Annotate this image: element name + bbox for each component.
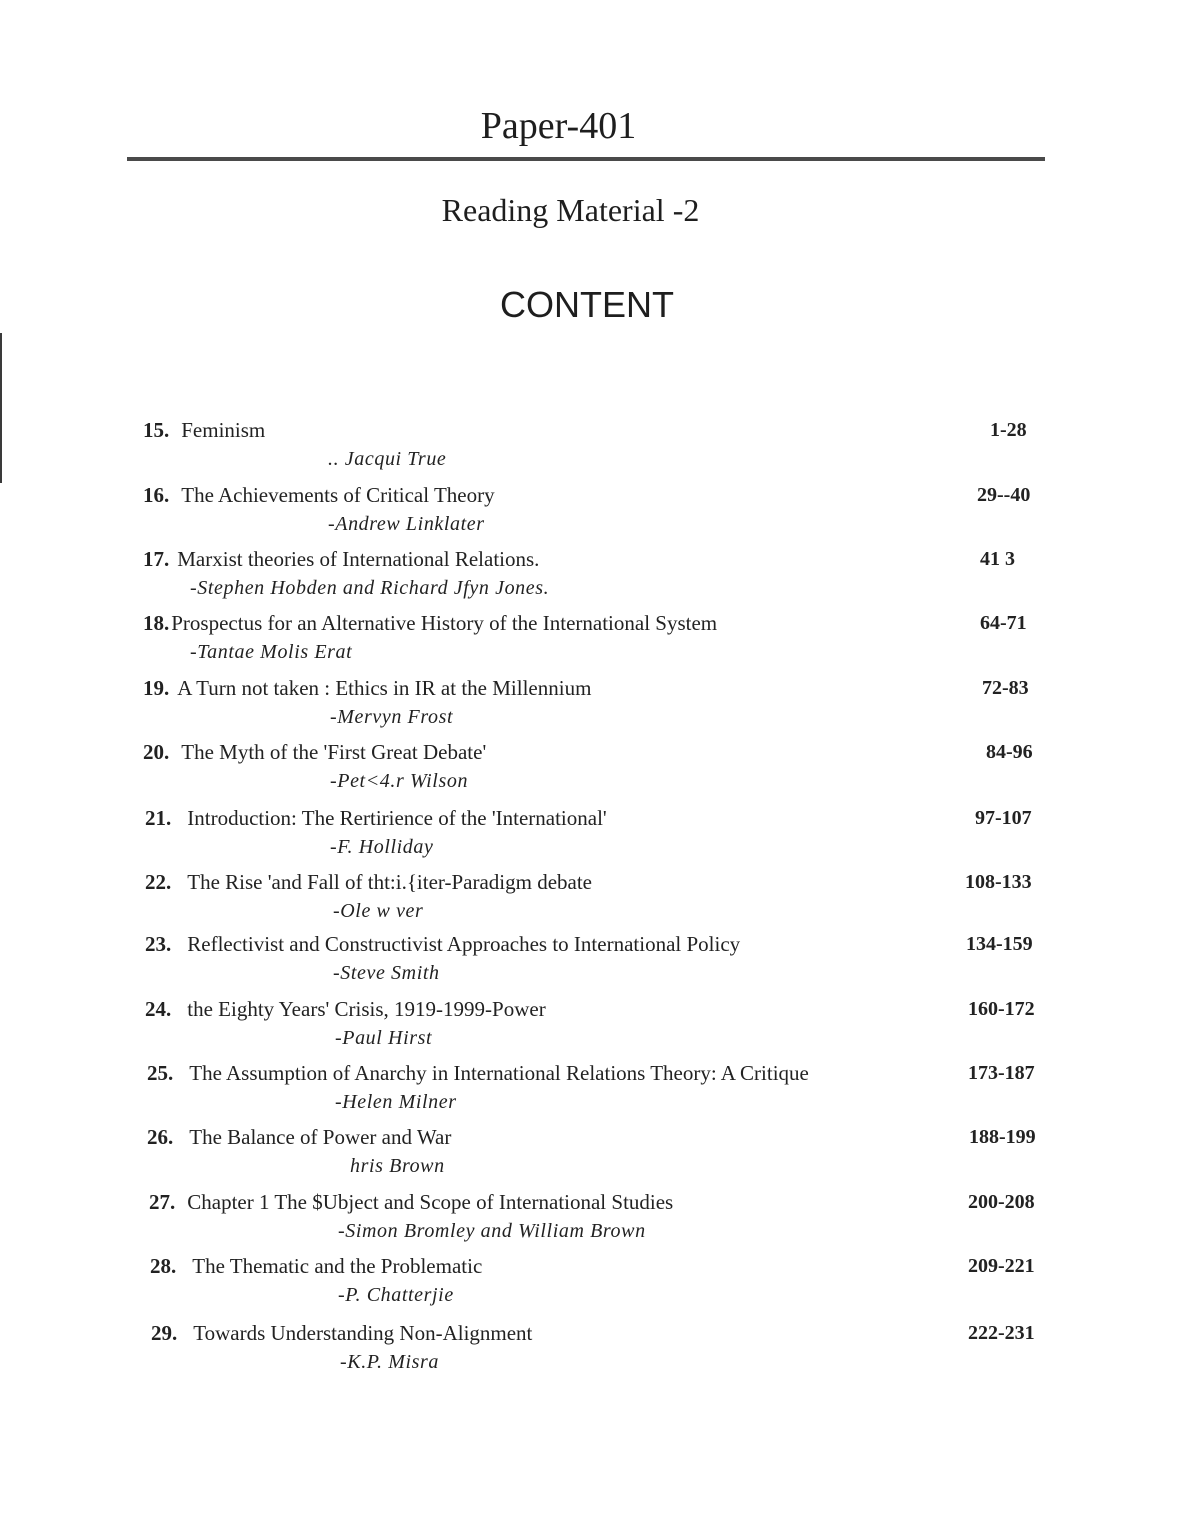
entry-pages: 200-208 [968, 1191, 1035, 1213]
entry-title: The Balance of Power and War [189, 1125, 452, 1149]
entry-title: A Turn not taken : Ethics in IR at the Millennium [177, 676, 592, 700]
toc-entry [0, 1059, 1200, 1119]
entry-number: 17. [143, 547, 170, 571]
entry-author: -Helen Milner [335, 1091, 457, 1113]
entry-author: hris Brown [350, 1155, 445, 1177]
toc-entry [0, 1252, 1200, 1312]
toc-entry [0, 416, 1200, 476]
entry-pages: 1-28 [990, 419, 1027, 441]
entry-author: .. Jacqui True [328, 448, 447, 470]
entry-number: 19. [143, 676, 170, 700]
toc-entry [0, 804, 1200, 864]
entry-author: -K.P. Misra [340, 1351, 440, 1373]
entry-title: Marxist theories of International Relations. [177, 547, 540, 571]
entry-line [147, 1123, 451, 1151]
entry-line [145, 930, 740, 958]
entry-line [143, 674, 591, 702]
entry-pages: 173-187 [968, 1062, 1035, 1084]
entry-number: 27. [149, 1190, 176, 1214]
entry-number: 26. [147, 1125, 174, 1149]
toc-entry [0, 481, 1200, 541]
toc-entry [0, 545, 1200, 605]
entry-line [143, 738, 486, 766]
entry-line [145, 868, 592, 896]
entry-author: -Ole w ver [333, 900, 424, 922]
entry-title: The Achievements of Critical Theory [181, 483, 495, 507]
entry-title: The Assumption of Anarchy in International Relations Theory: A Critique [189, 1061, 809, 1085]
entry-author: -Tantae Molis Erat [190, 641, 353, 663]
entry-author: -Simon Bromley and William Brown [338, 1220, 646, 1242]
entry-title: Feminism [181, 418, 266, 442]
entry-line [143, 609, 717, 637]
toc-entry [0, 674, 1200, 734]
entry-number: 22. [145, 870, 172, 894]
entry-pages: 209-221 [968, 1255, 1035, 1277]
entry-author: -Mervyn Frost [330, 706, 454, 728]
toc-entry [0, 868, 1200, 928]
toc-entry [0, 1123, 1200, 1183]
entry-number: 15. [143, 418, 170, 442]
toc-entry [0, 930, 1200, 990]
entry-pages: 29--40 [977, 484, 1031, 506]
entry-line [145, 804, 607, 832]
entry-number: 25. [147, 1061, 174, 1085]
entry-title: Towards Understanding Non-Alignment [193, 1321, 533, 1345]
entry-pages: 108-133 [965, 871, 1032, 893]
entry-line [147, 1059, 809, 1087]
entry-number: 29. [151, 1321, 178, 1345]
entry-title: the Eighty Years' Crisis, 1919-1999-Power [187, 997, 546, 1021]
entry-pages: 72-83 [982, 677, 1029, 699]
entry-pages: 97-107 [975, 807, 1032, 829]
entry-number: 16. [143, 483, 170, 507]
entry-author: -Andrew Linklater [328, 513, 485, 535]
entry-pages: 41 3 [980, 548, 1015, 570]
entry-title: Introduction: The Rertirience of the 'International' [187, 806, 607, 830]
entry-line [143, 545, 539, 573]
toc-entry [0, 609, 1200, 669]
content-heading: CONTENT [500, 284, 674, 325]
entry-pages: 222-231 [968, 1322, 1035, 1344]
entry-line [150, 1252, 482, 1280]
entry-pages: 160-172 [968, 998, 1035, 1020]
reading-material-subtitle: Reading Material -2 [441, 192, 700, 228]
entry-number: 21. [145, 806, 172, 830]
entry-title: The Rise 'and Fall of tht:i.{iter-Paradigm debate [187, 870, 593, 894]
paper-title: Paper-401 [480, 105, 637, 147]
entry-title: The Thematic and the Problematic [192, 1254, 483, 1278]
toc-entry [0, 738, 1200, 798]
entry-line [151, 1319, 532, 1347]
toc-entry [0, 995, 1200, 1055]
entry-pages: 84-96 [986, 741, 1033, 763]
entry-author: -Paul Hirst [335, 1027, 433, 1049]
entry-pages: 188-199 [969, 1126, 1036, 1148]
entry-line [149, 1188, 673, 1216]
entry-author: -F. Holliday [330, 836, 434, 858]
entry-line [143, 416, 265, 444]
entry-author: -Pet<4.r Wilson [330, 770, 469, 792]
entry-number: 20. [143, 740, 170, 764]
toc-entry [0, 1319, 1200, 1379]
entry-number: 23. [145, 932, 172, 956]
entry-number: 18. [143, 611, 170, 635]
entry-title: The Myth of the 'First Great Debate' [181, 740, 487, 764]
entry-title: Chapter 1 The $Ubject and Scope of International Studies [187, 1190, 674, 1214]
entry-title: Reflectivist and Constructivist Approaches to International Policy [187, 932, 741, 956]
entry-line [145, 995, 546, 1023]
toc-entry [0, 1188, 1200, 1248]
entry-title: Prospectus for an Alternative History of the International System [171, 611, 718, 635]
entry-number: 28. [150, 1254, 177, 1278]
entry-author: -P. Chatterjie [338, 1284, 454, 1306]
entry-number: 24. [145, 997, 172, 1021]
entry-author: -Stephen Hobden and Richard Jfyn Jones. [190, 577, 550, 599]
entry-line [143, 481, 495, 509]
entry-pages: 64-71 [980, 612, 1027, 634]
entry-pages: 134-159 [966, 933, 1033, 955]
entry-author: -Steve Smith [333, 962, 440, 984]
